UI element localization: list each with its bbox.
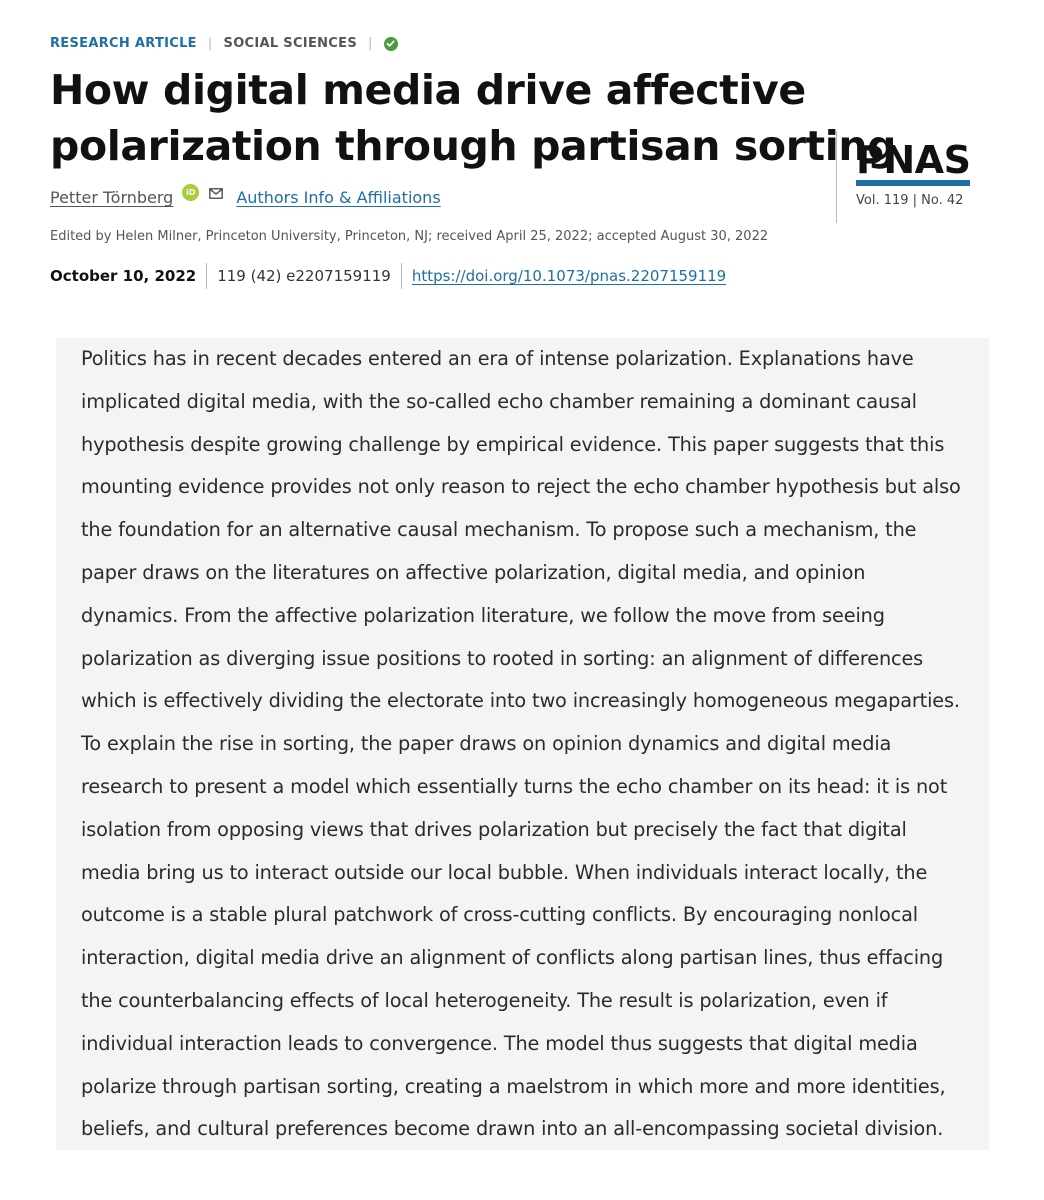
article-meta-header [50,36,398,51]
citation-number: 119 (42) e2207159119 [217,267,391,285]
author-name-link[interactable]: Petter Törnberg [50,188,174,207]
abstract-text: Politics has in recent decades entered an era of intense polarization. Explanations have implicated digital media, with the so-called echo chamber remaining a dominant causal hypothesis despite growing challenge by empirical evidence. This paper suggests that this mounting evidence provides not only reason to reject the echo chamber hypothesis but also the foundation for an alternative causal mechanism. To propose such a mechanism, the paper draws on the literatures on affective polarization, digital media, and opinion dynamics. From the affective polarization literature, we follow the move from seeing polarization as diverging issue positions to rooted in sorting: an alignment of differences which is effectively dividing the electorate into two increasingly homogeneous megaparties. To explain the rise in sorting, the paper draws on opinion dynamics and digital media research to present a model which essentially turns the echo chamber on its head: it is not isolation from opposing views that drives polarization but precisely the fact that digital media bring us to interact outside our local bubble. When individuals interact locally, the outcome is a stable plural patchwork of cross-cutting conflicts. By encouraging nonlocal interaction, digital media drive an alignment of conflicts along partisan lines, thus effacing the counterbalancing effects of local heterogeneity. The result is polarization, even if individual interaction leads to convergence. The model thus suggests that digital media polarize through partisan sorting, creating a maelstrom in which more and more identities, beliefs, and cultural preferences become drawn into an all-encompassing societal division. [81,347,961,1141]
abstract-section [56,338,989,1150]
publication-date: October 10, 2022 [50,267,197,285]
authors-info-affiliations-link[interactable]: Authors Info & Affiliations [236,188,441,207]
divider [401,263,402,289]
article-type-label[interactable]: RESEARCH ARTICLE [50,36,197,51]
meta-separator: | [207,36,213,51]
mail-icon[interactable] [209,184,223,203]
author-line [50,188,441,207]
doi-link[interactable]: https://doi.org/10.1073/pnas.2207159119 [411,267,727,285]
editor-info: Edited by Helen Milner, Princeton University, Princeton, NJ; received April 25, 2022; accepted August 30, 2022 [50,229,769,244]
orcid-icon[interactable]: iD [182,184,199,201]
article-title: How digital media drive affective polarization through partisan sorting [50,66,897,170]
pnas-logo[interactable]: PNAS [856,141,970,186]
check-mark-icon [386,39,395,48]
subject-label[interactable]: SOCIAL SCIENCES [223,36,357,51]
divider [206,263,207,289]
journal-badge [836,131,970,223]
journal-volume: Vol. 119 | No. 42 [856,193,964,208]
publication-info [50,263,726,289]
meta-separator: | [368,36,373,51]
check-circle-icon [384,37,398,51]
